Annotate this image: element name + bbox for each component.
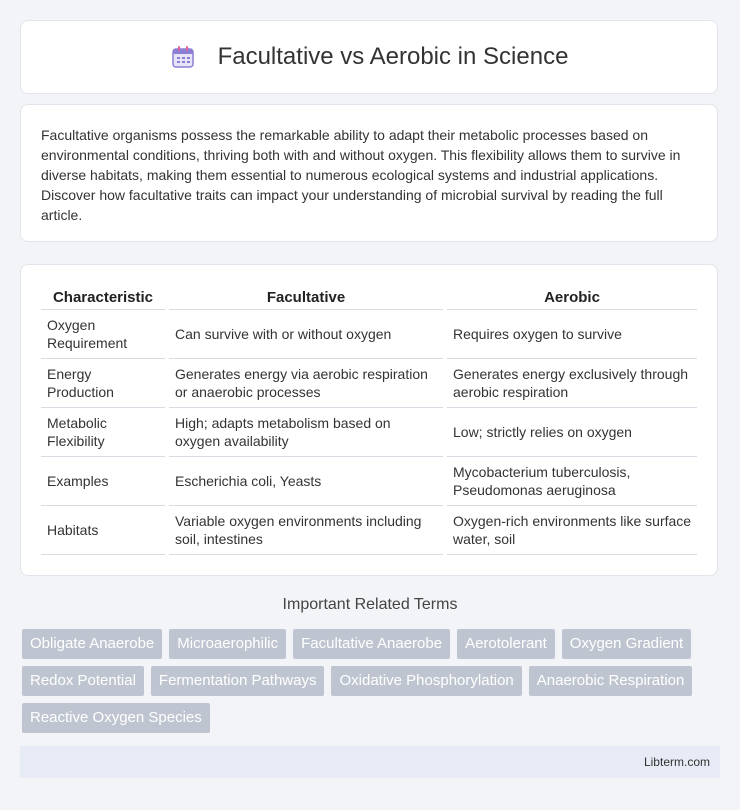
term-tag-anaerobic-respiration[interactable]: Anaerobic Respiration — [529, 666, 693, 696]
table-cell: Habitats — [41, 506, 165, 555]
table-cell: Oxygen Requirement — [41, 310, 165, 359]
related-terms-list — [22, 629, 722, 733]
table-cell: Examples — [41, 457, 165, 506]
table-row — [41, 506, 697, 555]
intro-card — [20, 104, 718, 242]
term-tag-redox-potential[interactable]: Redox Potential — [22, 666, 144, 696]
table-cell: Variable oxygen environments including soil, intestines — [169, 506, 443, 555]
column-header-aerobic: Aerobic — [447, 285, 697, 310]
page-title: Facultative vs Aerobic in Science — [217, 43, 569, 70]
table-cell: Escherichia coli, Yeasts — [169, 457, 443, 506]
intro-text: Facultative organisms possess the remarkable ability to adapt their metabolic processes based on environmental conditions, thriving both with and without oxygen. This flexibility allows them to survive in diverse habitats, making them essential to numerous ecological systems and industrial applications. Discover how facultative traits can impact your understanding of microbial survival by reading the full article. — [41, 127, 681, 223]
table-row — [41, 408, 697, 457]
term-tag-facultative-anaerobe[interactable]: Facultative Anaerobe — [293, 629, 450, 659]
term-tag-oxygen-gradient[interactable]: Oxygen Gradient — [562, 629, 691, 659]
term-tag-fermentation-pathways[interactable]: Fermentation Pathways — [151, 666, 325, 696]
related-terms-title: Important Related Terms — [282, 596, 458, 613]
table-cell: Low; strictly relies on oxygen — [447, 408, 697, 457]
table-cell: Metabolic Flexibility — [41, 408, 165, 457]
comparison-table-card — [20, 264, 718, 576]
term-tag-microaerophilic[interactable]: Microaerophilic — [169, 629, 286, 659]
table-row — [41, 457, 697, 506]
table-row — [41, 310, 697, 359]
table-cell: Generates energy via aerobic respiration or anaerobic processes — [169, 359, 443, 408]
table-cell: Oxygen-rich environments like surface water, soil — [447, 506, 697, 555]
footer — [20, 746, 720, 778]
term-tag-obligate-anaerobe[interactable]: Obligate Anaerobe — [22, 629, 162, 659]
table-cell: High; adapts metabolism based on oxygen availability — [169, 408, 443, 457]
footer-site-link[interactable]: Libterm.com — [643, 755, 710, 769]
table-cell: Generates energy exclusively through aerobic respiration — [447, 359, 697, 408]
table-cell: Energy Production — [41, 359, 165, 408]
term-tag-aerotolerant[interactable]: Aerotolerant — [457, 629, 555, 659]
table-cell: Can survive with or without oxygen — [169, 310, 443, 359]
calendar-icon — [170, 44, 196, 70]
column-header-facultative: Facultative — [169, 285, 443, 310]
table-row — [41, 359, 697, 408]
table-cell: Mycobacterium tuberculosis, Pseudomonas aeruginosa — [447, 457, 697, 506]
term-tag-oxidative-phosphorylation[interactable]: Oxidative Phosphorylation — [331, 666, 521, 696]
table-header-row — [41, 285, 697, 310]
column-header-characteristic: Characteristic — [41, 285, 165, 310]
term-tag-reactive-oxygen-species[interactable]: Reactive Oxygen Species — [22, 703, 210, 733]
header-card — [20, 20, 718, 94]
table-cell: Requires oxygen to survive — [447, 310, 697, 359]
comparison-table — [37, 285, 701, 555]
